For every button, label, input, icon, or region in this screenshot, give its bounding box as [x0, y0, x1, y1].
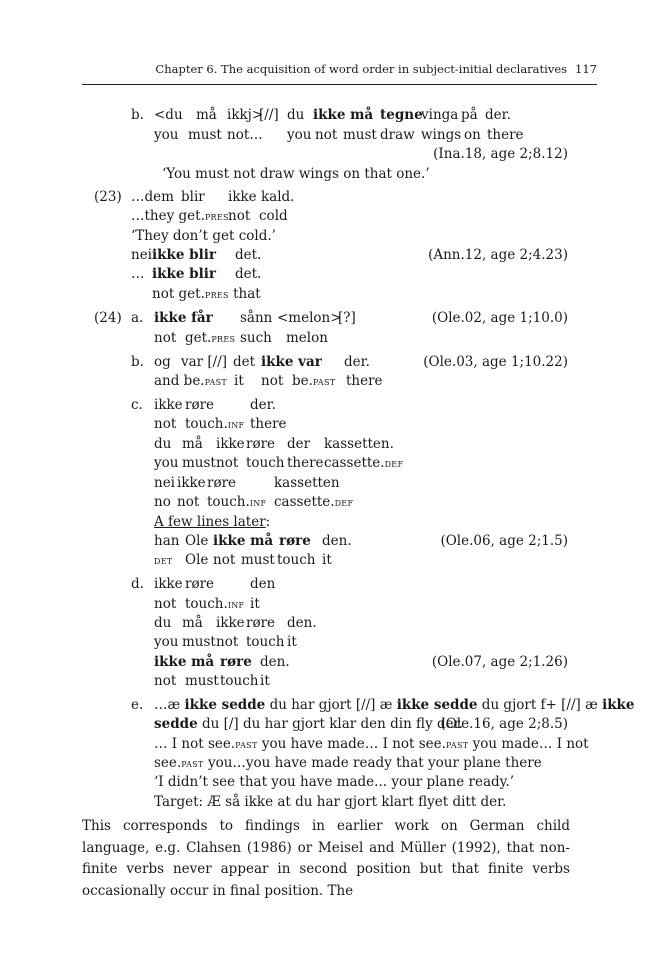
- gloss-line: … I not see.past you have made… I not see.past you made… I not: [154, 736, 589, 752]
- page-number: 117: [575, 62, 597, 76]
- example-label: b.: [131, 107, 144, 123]
- source-citation: (Ole.02, age 1;10.0): [431, 310, 568, 326]
- example-label: b.: [131, 354, 144, 370]
- source-citation: (Ole.03, age 1;10.22): [423, 354, 568, 370]
- source-citation: (Ole.16, age 2;8.5): [440, 716, 568, 732]
- translation: ‘I didn’t see that you have made... your plane ready.’: [154, 774, 515, 790]
- running-title: Chapter 6. The acquisition of word order in subject-initial declaratives: [155, 62, 568, 76]
- header-rule: [82, 84, 597, 85]
- source-citation: (Ann.12, age 2;4.23): [428, 247, 568, 263]
- gloss-line: not get.pres that: [152, 286, 261, 302]
- example-label: d.: [131, 576, 144, 592]
- translation: ‘You must not draw wings on that one.’: [162, 166, 430, 182]
- example-line: …æ ikke sedde du har gjort [//] æ ikke sedde du gjort f+ [//] æ ikke: [154, 697, 635, 713]
- source-citation: (Ole.07, age 2;1.26): [431, 654, 568, 670]
- example-label: c.: [131, 397, 143, 413]
- gloss-line: see.past you…you have made ready that your plane there: [154, 755, 542, 771]
- example-number: (23): [94, 189, 122, 205]
- source-citation: (Ole.06, age 2;1.5): [440, 533, 568, 549]
- source-citation: (Ina.18, age 2;8.12): [433, 146, 568, 162]
- example-label: a.: [131, 310, 144, 326]
- example-line: sedde du [/] du har gjort klar den din fly der.: [154, 716, 463, 732]
- running-header: [82, 62, 597, 76]
- example-label: e.: [131, 697, 144, 713]
- body-paragraph: This corresponds to findings in earlier work on German child language, e.g. Clahsen (1986) or Meisel and Müller (1992), that non-finite verbs never appear in second position but that finite verbs occasionally occur in final position. The: [82, 818, 570, 899]
- example-number: (24): [94, 310, 122, 326]
- target-sentence: Target: Æ så ikke at du har gjort klart flyet ditt der.: [154, 794, 507, 810]
- translation: ‘They don’t get cold.’: [131, 228, 276, 244]
- few-lines-later-note: A few lines later:: [154, 514, 271, 530]
